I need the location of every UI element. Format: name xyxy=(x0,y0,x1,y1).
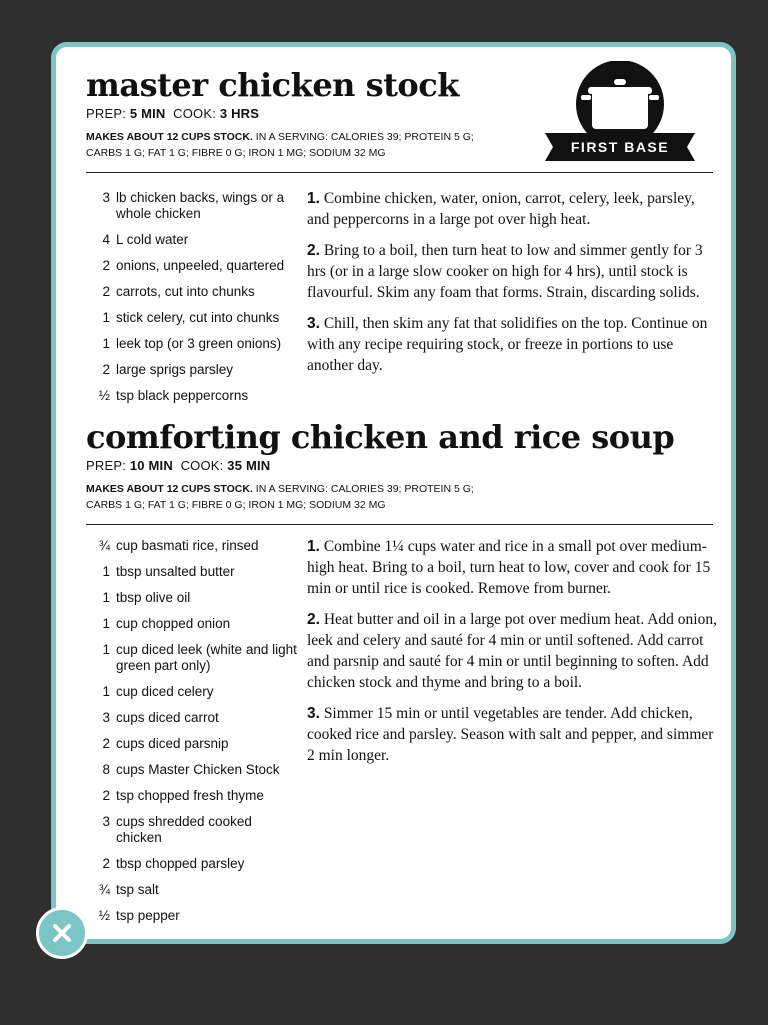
ingredient-item xyxy=(86,336,301,352)
ingredient-list xyxy=(86,190,301,414)
ingredient-item xyxy=(86,814,301,846)
step-text: Combine chicken, water, onion, carrot, celery, leek, parsley, and peppercorns in a large pot over high heat. xyxy=(307,190,695,228)
ingredient-item xyxy=(86,310,301,326)
cook-time: 3 HRS xyxy=(219,106,260,121)
divider xyxy=(86,524,713,525)
ingredient-text: cup chopped onion xyxy=(116,616,231,631)
cook-time: 35 MIN xyxy=(227,458,271,473)
ingredient-qty: 3 xyxy=(102,814,110,829)
ingredient-text: leek top (or 3 green onions) xyxy=(116,336,282,351)
step-number: 2. xyxy=(307,611,320,628)
method-step xyxy=(307,313,717,376)
ingredient-item xyxy=(86,642,301,674)
ingredient-text: tsp chopped fresh thyme xyxy=(116,788,264,803)
ingredient-text: stick celery, cut into chunks xyxy=(116,310,280,325)
ingredient-qty: 2 xyxy=(102,284,110,299)
ingredient-text: tsp salt xyxy=(116,882,159,897)
ingredient-text: cups diced carrot xyxy=(116,710,219,725)
ingredient-text: large sprigs parsley xyxy=(116,362,234,377)
ingredient-qty: 2 xyxy=(102,258,110,273)
method-step xyxy=(307,609,717,693)
nutrition-info: MAKES ABOUT 12 CUPS STOCK. IN A SERVING: CALORIES 39; PROTEIN 5 G; CARBS 1 G; FAT 1 G; FIBRE 0 G; IRON 1 MG; SODIUM 32 MG xyxy=(86,483,474,511)
ingredient-qty: 2 xyxy=(102,856,110,871)
ingredient-qty: 2 xyxy=(102,788,110,803)
ingredient-text: onions, unpeeled, quartered xyxy=(116,258,285,273)
step-text: Chill, then skim any fat that solidifies on the top. Continue on with any recipe requiring stock, or freeze in portions to use another day. xyxy=(307,315,708,374)
close-icon xyxy=(51,922,73,944)
ingredient-qty: 3 xyxy=(102,190,110,205)
ingredient-qty: 2 xyxy=(102,736,110,751)
nutrition-info: MAKES ABOUT 12 CUPS STOCK. IN A SERVING: CALORIES 39; PROTEIN 5 G; CARBS 1 G; FAT 1 G; FIBRE 0 G; IRON 1 MG; SODIUM 32 MG xyxy=(86,131,474,159)
recipe-times: PREP: 5 MIN COOK: 3 HRS xyxy=(86,106,260,121)
ingredient-item xyxy=(86,856,301,872)
ingredient-text: cup basmati rice, rinsed xyxy=(116,538,259,553)
method-step xyxy=(307,536,717,599)
method-step xyxy=(307,703,717,766)
method-steps xyxy=(307,188,717,386)
step-number: 3. xyxy=(307,315,320,332)
ingredient-item xyxy=(86,190,301,222)
ingredient-qty: 1 xyxy=(102,684,110,699)
ingredient-qty: 1 xyxy=(102,310,110,325)
recipe-title: master chicken stock xyxy=(86,66,459,104)
ingredient-item xyxy=(86,232,301,248)
ingredient-item xyxy=(86,388,301,404)
ingredient-text: cups shredded cooked chicken xyxy=(116,814,252,845)
ingredient-qty: 3 xyxy=(102,710,110,725)
ingredient-item xyxy=(86,908,301,924)
ingredient-text: cups diced parsnip xyxy=(116,736,229,751)
recipe-title: comforting chicken and rice soup xyxy=(86,418,675,456)
ingredient-qty: 1 xyxy=(102,336,110,351)
ingredient-text: tbsp olive oil xyxy=(116,590,191,605)
divider xyxy=(86,172,713,173)
step-text: Combine 1¼ cups water and rice in a small pot over medium-high heat. Bring to a boil, turn heat to low, cover and cook for 15 min or until rice is cooked. Remove from burner. xyxy=(307,538,711,597)
ingredient-text: carrots, cut into chunks xyxy=(116,284,255,299)
ingredient-text: tbsp chopped parsley xyxy=(116,856,245,871)
step-text: Heat butter and oil in a large pot over medium heat. Add onion, leek and celery and sauté for 4 min or until softened. Add carrot and parsnip and sauté for 4 min or until beginning to soften. Add chicken stock and thyme and bring to a boil. xyxy=(307,611,717,691)
ingredient-text: cup diced leek (white and light green part only) xyxy=(116,642,297,673)
ingredient-qty: 1 xyxy=(102,590,110,605)
ingredient-qty: 4 xyxy=(102,232,110,247)
ingredient-qty: ½ xyxy=(98,908,110,923)
recipe-card xyxy=(51,42,736,944)
ingredient-item xyxy=(86,538,301,554)
step-number: 1. xyxy=(307,190,320,207)
ingredient-qty: 1 xyxy=(102,564,110,579)
ingredient-list xyxy=(86,538,301,934)
recipe-master-chicken-stock xyxy=(86,66,713,403)
ingredient-item xyxy=(86,882,301,898)
ingredient-qty: 8 xyxy=(102,762,110,777)
ingredient-text: tsp black peppercorns xyxy=(116,388,249,403)
step-number: 3. xyxy=(307,705,320,722)
ingredient-text: cups Master Chicken Stock xyxy=(116,762,280,777)
method-step xyxy=(307,240,717,303)
ingredient-item xyxy=(86,258,301,274)
ingredient-item xyxy=(86,362,301,378)
recipe-chicken-rice-soup xyxy=(86,418,717,923)
ingredient-item xyxy=(86,616,301,632)
step-number: 1. xyxy=(307,538,320,555)
method-step xyxy=(307,188,717,230)
method-steps xyxy=(307,536,717,776)
ingredient-qty: ½ xyxy=(98,388,110,403)
ingredient-qty: 1 xyxy=(102,642,110,657)
ingredient-text: cup diced celery xyxy=(116,684,214,699)
prep-time: 10 MIN xyxy=(129,458,173,473)
close-button[interactable] xyxy=(36,907,88,959)
ingredient-item xyxy=(86,284,301,300)
badge-label: FIRST BASE xyxy=(570,139,670,155)
prep-time: 5 MIN xyxy=(129,106,166,121)
ingredient-item xyxy=(86,736,301,752)
ingredient-item xyxy=(86,762,301,778)
ingredient-qty: ¾ xyxy=(98,538,110,553)
ingredient-item xyxy=(86,564,301,580)
ingredient-item xyxy=(86,710,301,726)
ingredient-item xyxy=(86,590,301,606)
ingredient-text: L cold water xyxy=(116,232,189,247)
ingredient-qty: ¾ xyxy=(98,882,110,897)
step-text: Simmer 15 min or until vegetables are tender. Add chicken, cooked rice and parsley. Season with salt and pepper, and simmer 2 min longer. xyxy=(307,705,714,764)
recipe-times: PREP: 10 MIN COOK: 35 MIN xyxy=(86,458,271,473)
ingredient-text: tbsp unsalted butter xyxy=(116,564,235,579)
ingredient-text: lb chicken backs, wings or a whole chicken xyxy=(116,190,285,221)
ingredient-qty: 2 xyxy=(102,362,110,377)
ingredient-qty: 1 xyxy=(102,616,110,631)
ingredient-item xyxy=(86,788,301,804)
ingredient-text: tsp pepper xyxy=(116,908,180,923)
step-number: 2. xyxy=(307,242,320,259)
ingredient-item xyxy=(86,684,301,700)
step-text: Bring to a boil, then turn heat to low and simmer gently for 3 hrs (or in a large slow cooker on high for 4 hrs), until stock is flavourful. Skim any foam that forms. Strain, discarding solids. xyxy=(307,242,703,301)
